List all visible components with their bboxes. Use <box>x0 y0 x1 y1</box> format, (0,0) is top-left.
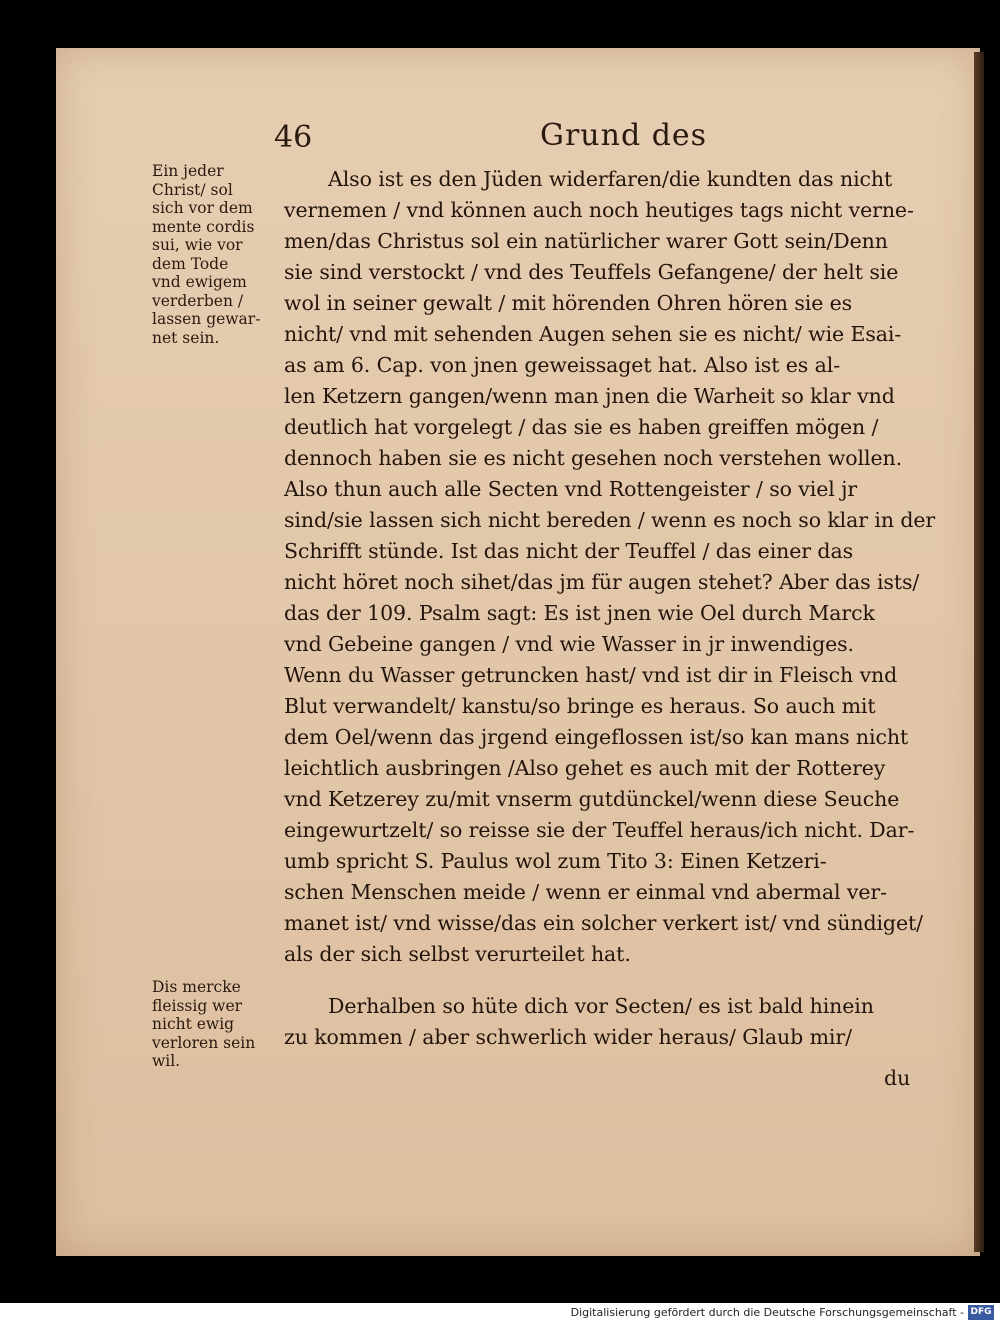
page-number: 46 <box>274 120 313 155</box>
margin-note-line: verloren sein <box>152 1033 256 1052</box>
text-line: vernemen / vnd können auch noch heutiges tags nicht verne- <box>284 198 914 222</box>
text-line: wol in seiner gewalt / mit hörenden Ohren hören sie es <box>284 291 853 315</box>
book-edge <box>974 52 984 1252</box>
footer-bar <box>0 1303 1000 1323</box>
margin-note-line: mente cordis <box>152 217 255 236</box>
margin-note-line: wil. <box>152 1052 181 1070</box>
text-line: vnd Ketzerey zu/mit vnserm gutdünckel/wenn diese Seuche <box>284 787 900 811</box>
text-line: schen Menschen meide / wenn er einmal vnd abermal ver- <box>284 880 887 904</box>
margin-note-line: Dis mercke <box>152 978 241 996</box>
text-line: Derhalben so hüte dich vor Secten/ es ist bald hinein <box>328 994 874 1018</box>
margin-note-line: sui, wie vor <box>152 236 243 254</box>
text-line: deutlich hat vorgelegt / das sie es haben greiffen mögen / <box>284 415 879 439</box>
text-line: umb spricht S. Paulus wol zum Tito 3: Einen Ketzeri- <box>284 849 827 873</box>
margin-note-line: sich vor dem <box>152 199 253 217</box>
main-text <box>284 164 936 1053</box>
margin-note-line: fleissig wer <box>152 996 243 1015</box>
text-line: sie sind verstockt / vnd des Teuffels Gefangene/ der helt sie <box>284 260 899 284</box>
running-head: Grund des <box>540 118 708 153</box>
text-line: das der 109. Psalm sagt: Es ist jnen wie Oel durch Marck <box>284 601 875 625</box>
text-line: eingewurtzelt/ so reisse sie der Teuffel heraus/ich nicht. Dar- <box>284 818 915 842</box>
catchword: du <box>884 1066 911 1090</box>
text-line: nicht höret noch sihet/das jm für augen stehet? Aber das ists/ <box>284 570 920 594</box>
text-line: as am 6. Cap. von jnen geweissaget hat. Also ist es al- <box>284 353 841 377</box>
text-line: len Ketzern gangen/wenn man jnen die Warheit so klar vnd <box>284 384 895 408</box>
dfg-logo-icon: DFG <box>968 1305 994 1320</box>
text-line: sind/sie lassen sich nicht bereden / wenn es noch so klar in der <box>284 508 936 532</box>
text-line: dem Oel/wenn das jrgend eingeflossen ist/so kan mans nicht <box>284 725 909 749</box>
margin-note-line: lassen gewar- <box>152 310 261 328</box>
text-line: vnd Gebeine gangen / vnd wie Wasser in jr inwendiges. <box>284 632 854 656</box>
margin-note-line: vnd ewigem <box>152 273 247 291</box>
text-line: Schrifft stünde. Ist das nicht der Teuffel / das einer das <box>284 539 853 563</box>
text-line: zu kommen / aber schwerlich wider heraus/ Glaub mir/ <box>284 1025 852 1049</box>
text-line: manet ist/ vnd wisse/das ein solcher verkert ist/ vnd sündiget/ <box>284 911 923 935</box>
text-line: men/das Christus sol ein natürlicher warer Gott sein/Denn <box>284 229 888 253</box>
margin-note-2 <box>152 978 282 1071</box>
margin-note-line: Christ/ sol <box>152 180 233 199</box>
text-line: nicht/ vnd mit sehenden Augen sehen sie es nicht/ wie Esai- <box>284 322 902 346</box>
margin-note-line: nicht ewig <box>152 1015 235 1033</box>
margin-note-line: dem Tode <box>152 254 229 273</box>
margin-note-line: net sein. <box>152 328 220 347</box>
text-line: dennoch haben sie es nicht gesehen noch verstehen wollen. <box>284 446 903 470</box>
footer-credit: Digitalisierung gefördert durch die Deutsche Forschungsgemeinschaft - <box>570 1306 964 1319</box>
text-line: Also thun auch alle Secten vnd Rottengeister / so viel jr <box>284 477 858 501</box>
margin-note-line: verderben / <box>152 291 244 310</box>
text-line: Wenn du Wasser getruncken hast/ vnd ist dir in Fleisch vnd <box>284 663 898 687</box>
text-line: als der sich selbst verurteilet hat. <box>284 942 631 966</box>
text-line: Also ist es den Jüden widerfaren/die kundten das nicht <box>328 167 893 191</box>
text-line: Blut verwandelt/ kanstu/so bringe es heraus. So auch mit <box>284 694 876 718</box>
margin-note-line: Ein jeder <box>152 162 224 180</box>
paragraph-gap <box>284 970 924 991</box>
text-line: leichtlich ausbringen /Also gehet es auch mit der Rotterey <box>284 756 886 780</box>
margin-note-1 <box>152 162 282 347</box>
